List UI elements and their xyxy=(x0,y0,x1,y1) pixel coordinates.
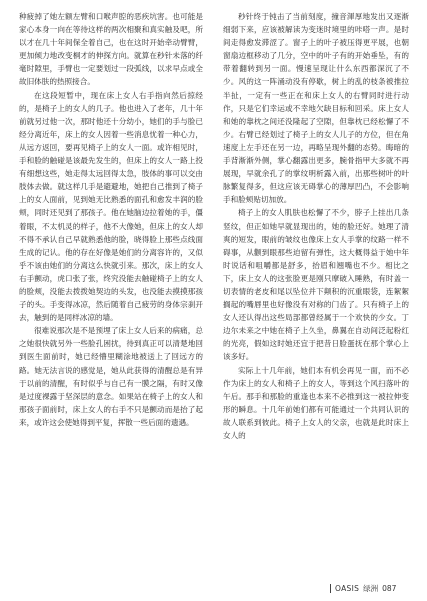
footer-divider xyxy=(330,584,331,593)
paragraph: 秒针终于钝击了当前刻度，撞音渾厚地发出又逐渐细弱下来，应该被解读为变迷时境里的咔嗒一声。是时间走得愈发滞涩了。窗子上的叶子被压得更平展，也朝窗扇边框移动了几分，空中的叶子有的开始垂坠，有的带着翻转到另一面。慢速呈现让什么东西都深沉了不少。风的这一阵涌动没有停歇，树上的乱的枝条被推拉半扯，一定有一些正在和床上女人的右臂同时进行动作，只是它们幸运或不幸地欠缺目标和回采。床上女人和她的靠枕之间还没隆起了空隙，但靠枕已经松懈了不少。右臂已经划过了椅子上的女人儿子的方位，但在角速度上左手还在另一边，再略呈现外翻的态势。晦暗的手背渐渐外侧，掌心翻露出更多，腕骨指甲大多就不再展现，早就余孔了的掌纹明析露入前，出那些树叶的叶脉繁复得多，但这应该无碍掌心的薄厚凹凸，不会影响手和脸颊贴切加放。 xyxy=(223,12,409,205)
page-number: 087 xyxy=(382,584,397,593)
paragraph: 种疲掉了她左额左臂和口喉声腔的恶疾坑害。也可能是家心本身一向在等待这样的两次相聚和真实触及吧，所以才在几十年间保全着自己，也在这时开始牵动臂臂，更加倾力地改变桐才的伸探方向。就算在秒针未落的纤毫时隙里，手臂也一定要划过一段弧线，以求早点或全故旧体肤的热照接合。 xyxy=(19,12,203,87)
paragraph: 椅子上的女人肌肤也松懈了不少，脖子上挂出几条竖纹，但正如她早就显现出的，她的脸还好。她理了清爽的短发，眼前的皱纹也像床上女人手掌的纹路一样不碍事，从颧到眼那些迫留有弹性，这大概得益于她中年时说话和咀嚼都是舒多，抬眉和翘嘴也不少。相比之下，床上女人的这张脸更是刚只摩破入睡熟，有时盖一切表情的老皮和尾以坠位并下颠积的沉重眼袋，连絮絮搁起的嘴唇里也好像没有对称的门齿了。只有椅子上的女人还认得出这些局部都曾经属于一个欢快的少女。丁边尔未来之中她在椅子上久坐，鼻翼在自动间泛起粉红的光亮，假如这时她还宜于把昔日脸蛋抚在那个掌心上该多好。 xyxy=(223,208,409,362)
right-text-column xyxy=(223,10,409,442)
magazine-title: 绿洲 xyxy=(363,584,379,593)
paragraph: 在这段短暂中，现在床上女人右手指向然后掠经的，是椅子上的女人的几子。他也进入了老年，几十年前就另过他一次，那时他还十分幼小，她们的手与脸已经分离近年，床上的女人因着一些消息忧着一种心力，从远方返回，要再见椅子上的女人一面。或许相见时，手和脸的触碰是该最先发生的，但床上的女人一路上投有细想这些，她走得太远回得太急，肢体的事可以交由肢体去做。就这样几手是避避地，她把自己推到了椅子上的女人面前，见到她无比熟悉的面孔和愈发丰润的脸颊，同时还见到了那孩子。他在她脑边拉着她的手，僵着眼，不太机灵的样子，他不大像她，但床上的女人却不得不承认自己早就熟悉他的脸，晓得脸上那些点线面生成的记认。他的存在好像是她们的分离容许的，又似乎不该由她们的分离这么快就引来。那次，床上的女人右手颤动，虎口张了张，终究没能去触碰椅子上的女人的脸颊，没能去拨拨她契边的头发，也没能去摸摸那孩子的头。手变得冰凉，然后随着自己疲劳的身体宗刹开去，触到的是同样冰凉的墙。 xyxy=(19,90,203,323)
left-text-column xyxy=(19,10,203,429)
magazine-brand: OASIS xyxy=(335,584,360,593)
paragraph: 实际上十几年前，她们本有机会再见一面，而不必作为床上的女人和椅子上的女人，等到这个风扫落叶的午后。那手和那脸的重逢也本来不必推到这一被拉伸变形的瞬息。十几年前她们都有可能通过一个共同认识的故人联系到彼此。椅子上女人的父亲，也就是此时床上女人的 xyxy=(223,365,409,440)
page-footer xyxy=(330,583,396,594)
paragraph: 很难说那次是不是预埋了床上女人后来的病痛，总之她很快就另外一些脸孔困扰，待到真正可以清楚地回到医生面前时，她已经懵里糊涂地被送上了回远方的路。她无法言说的感觉是，她从此获得的清醒总是有异于以前的清醒，有时似乎与自己有一膜之隔，有时又像是过度裸露于坚深层的意念。如果站在椅子上的女人和那孩子面前时，床上女人的右手不只是颤动而是抬了起来，或许这会使她得到平复，挥散一些后面的遗遇。 xyxy=(19,326,203,427)
